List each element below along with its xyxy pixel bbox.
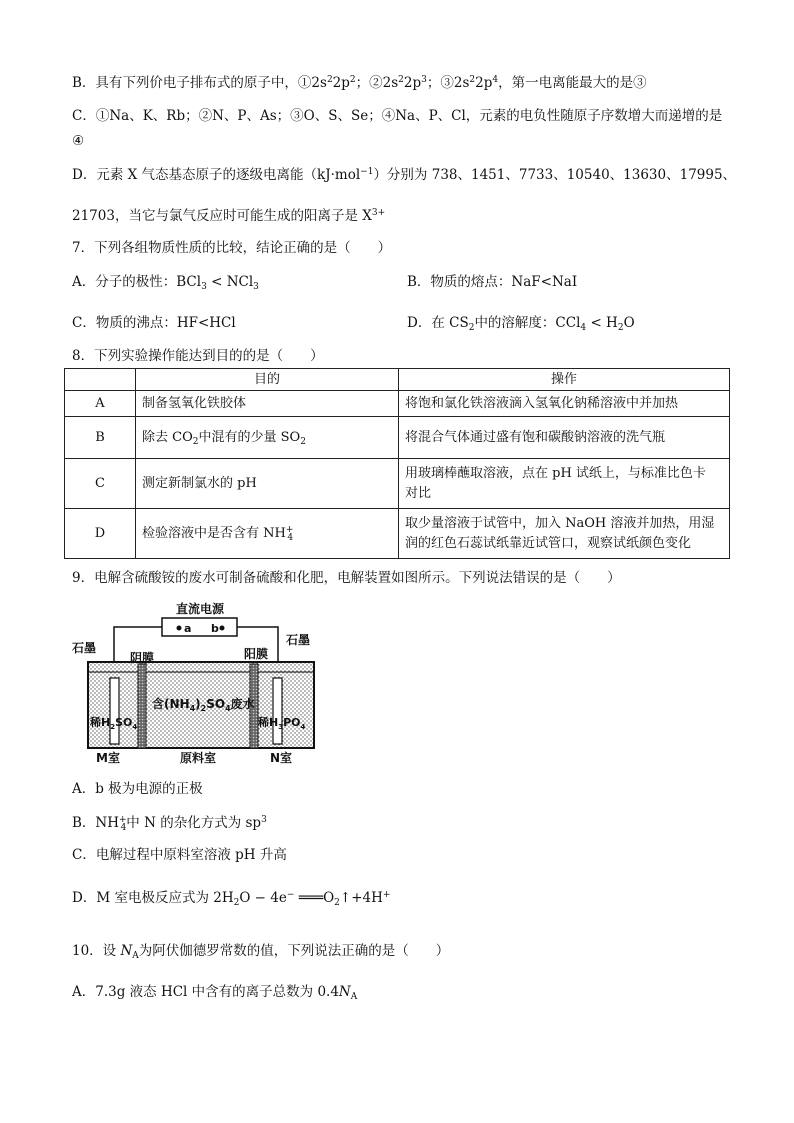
q9-option-a: A．b 极为电源的正极 (72, 781, 203, 797)
row-operation: 取少量溶液于试管中，加入 NaOH 溶液并加热，用湿 润的红色石蕊试纸靠近试管口，观察试纸颜色变化 (399, 509, 730, 559)
q6-option-c-cont: ④ (72, 133, 85, 149)
q8-stem: 8．下列实验操作能达到目的的是（ ） (72, 348, 324, 364)
row-purpose: 除去 $CO_2$中混有的少量 $SO_2$ (136, 417, 399, 459)
room-middle-label: 原料室 (180, 751, 217, 765)
power-supply-label: 直流电源 (176, 602, 225, 616)
table-row (65, 391, 730, 417)
q9-option-d: D．M 室电极反应式为 $2H_2O - 4e^-$ $═══O_2↑+4H^+$ (72, 890, 391, 908)
room-n-label: N室 (270, 751, 293, 765)
left-graphite-electrode (110, 678, 119, 744)
electrolysis-diagram (72, 598, 330, 768)
left-electrode-label: 石墨 (72, 641, 97, 655)
left-solution-label: 稀$H_2SO_4$ (90, 716, 138, 731)
power-supply-box (162, 618, 237, 636)
q9-option-b: B．$NH^+_4$中 N 的杂化方式为 $sp^3$ (72, 815, 267, 833)
row-operation: 将混合气体通过盛有饱和碳酸钠溶液的洗气瓶 (399, 417, 730, 459)
table-row (65, 459, 730, 509)
header-operation: 操作 (399, 369, 730, 391)
q6-option-b: B．具有下列价电子排布式的原子中，$①2s^22p^2$；$②2s^22p^3$；$③2s^22p^4$，第一电离能最大的是③ (72, 75, 647, 91)
terminal-b-label: b (211, 622, 219, 635)
anion-membrane (138, 664, 146, 748)
terminal-a-icon (177, 626, 182, 631)
q6-option-c: C．①Na、K、Rb；②N、P、As；③O、S、Se；④Na、P、Cl，元素的电负性随原子序数增大而递增的是 (72, 108, 723, 124)
q7-stem: 7．下列各组物质性质的比较，结论正确的是（ ） (72, 240, 392, 256)
terminal-a-label: a (184, 622, 192, 635)
q7-option-c: C．物质的沸点：HF<HCl (72, 315, 236, 331)
room-m-label: M室 (96, 751, 120, 765)
q9-option-c: C．电解过程中原料室溶液 pH 升高 (72, 847, 287, 863)
row-purpose: 测定新制氯水的 pH (136, 459, 399, 509)
row-purpose: 检验溶液中是否含有 $NH^+_4$ (136, 509, 399, 559)
row-label: B (65, 417, 136, 459)
header-purpose: 目的 (136, 369, 399, 391)
q7-option-d: D．在 $CS_2$中的溶解度：$CCl_4 < H_2O$ (407, 315, 635, 333)
table-row (65, 509, 730, 559)
middle-solution-label: 含$(NH_4)_2SO_4$废水 (152, 697, 255, 713)
row-purpose: 制备氢氧化铁胶体 (136, 391, 399, 417)
q7-option-a: A．分子的极性：BCl$_3$ < NCl$_3$ (72, 274, 259, 292)
terminal-b-icon (220, 626, 225, 631)
right-solution-label: 稀$H_3PO_4$ (258, 716, 306, 731)
table-header-row (65, 369, 730, 391)
right-graphite-electrode (273, 678, 282, 744)
q7-option-b: B．物质的熔点：NaF<NaI (407, 274, 578, 290)
q10-option-a: A．7.3g 液态 HCl 中含有的离子总数为 $0.4N_A$ (72, 984, 358, 1002)
row-label: D (65, 509, 136, 559)
row-operation: 将饱和氯化铁溶液滴入氢氧化钠稀溶液中并加热 (399, 391, 730, 417)
row-label: A (65, 391, 136, 417)
row-label: C (65, 459, 136, 509)
anion-membrane-label: 阴膜 (130, 651, 155, 665)
q10-stem: 10．设 $N_A$为阿伏伽德罗常数的值，下列说法正确的是（ ） (72, 943, 450, 961)
table-row (65, 417, 730, 459)
q6-option-d: D．元素 X 气态基态原子的逐级电离能（kJ·mol$^{-1}$）分别为 738、1451、7733、10540、13630、17995、 (72, 167, 737, 183)
right-electrode-label: 石墨 (286, 633, 311, 647)
q9-stem: 9．电解含硫酸铵的废水可制备硫酸和化肥，电解装置如图所示。下列说法错误的是（ ） (72, 570, 621, 586)
q6-option-d-cont: 21703，当它与氯气反应时可能生成的阳离子是 $X^{3+}$ (72, 208, 386, 224)
q8-table (64, 368, 730, 559)
cation-membrane-label: 阳膜 (244, 647, 269, 661)
row-operation: 用玻璃棒蘸取溶液，点在 pH 试纸上，与标准比色卡 对比 (399, 459, 730, 509)
